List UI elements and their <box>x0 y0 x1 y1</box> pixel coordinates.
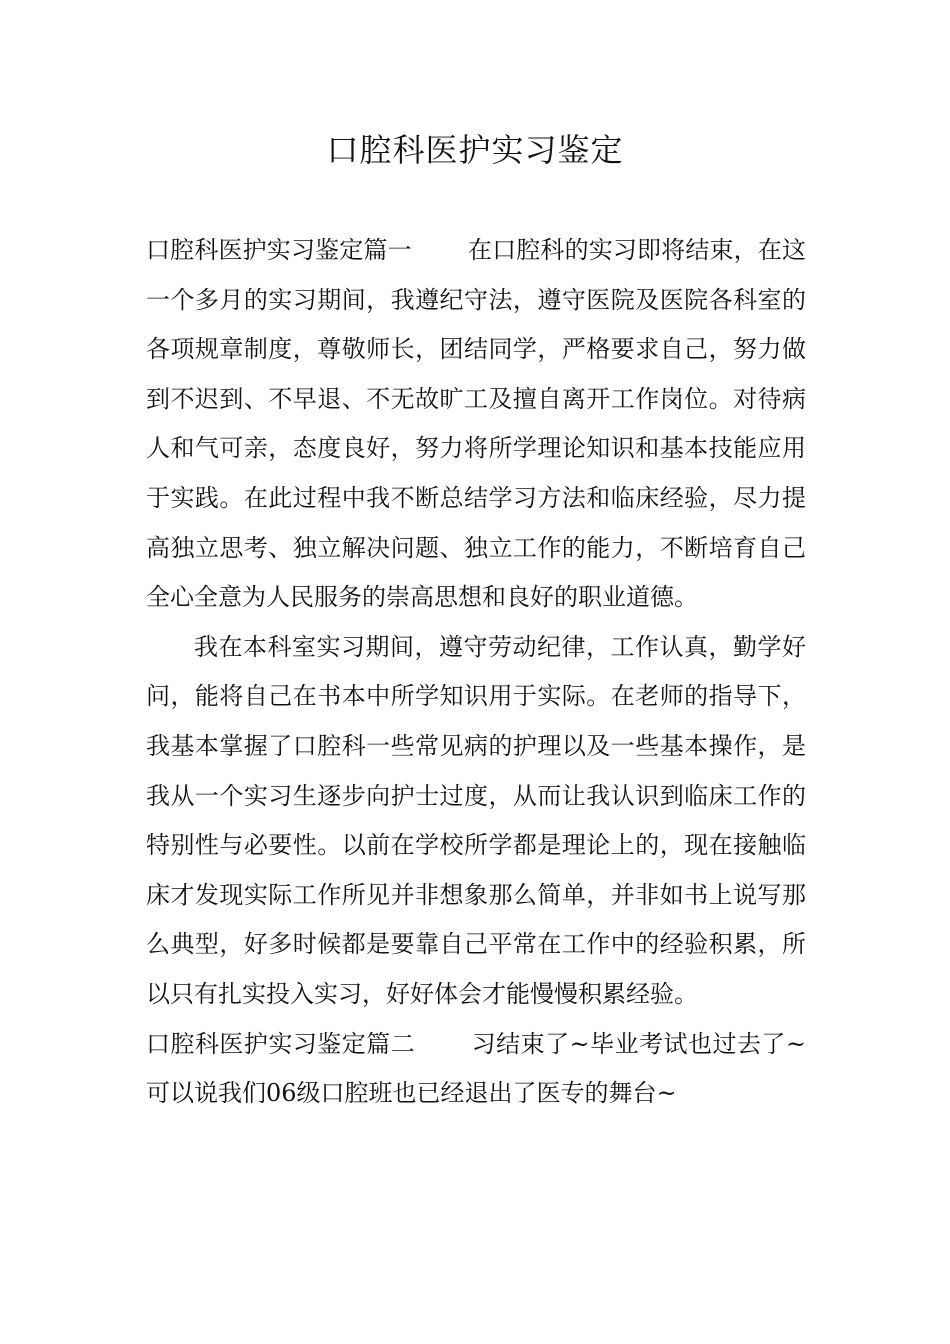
section-heading-2: 口腔科医护实习鉴定篇二 <box>146 1029 416 1058</box>
section-text-3: 习结束了~毕业考试也过去了~可以说我们06级口腔班也已经退出了医专的舞台~ <box>146 1029 807 1108</box>
section-text-1: 在口腔科的实习即将结束，在这一个多月的实习期间，我遵纪守法，遵守医院及医院各科室的各项规章制度，尊敬师长，团结同学，严格要求自己，努力做到不迟到、不早退、不无故旷工及擅自离开工作岗位。对待病人和气可亲，态度良好，努力将所学理论知识和基本技能应用于实践。在此过程中我不断总结学习方法和临床经验，尽力提高独立思考、独立解决问题、独立工作的能力，不断培育自己全心全意为人民服务的崇高思想和良好的职业道德。 <box>146 236 807 612</box>
paragraph-section-1b <box>146 623 806 1020</box>
document-body <box>146 226 806 1119</box>
document-title: 口腔科医护实习鉴定 <box>326 131 624 169</box>
paragraph-section-1 <box>146 226 806 623</box>
paragraph-section-2 <box>146 1020 806 1119</box>
section-heading-1: 口腔科医护实习鉴定篇一 <box>146 236 412 264</box>
section-text-2: 我在本科室实习期间，遵守劳动纪律，工作认真，勤学好问，能将自己在书本中所学知识用于实际。在老师的指导下，我基本掌握了口腔科一些常见病的护理以及一些基本操作，是我从一个实习生逐步向护士过度，从而让我认识到临床工作的特别性与必要性。以前在学校所学都是理论上的，现在接触临床才发现实际工作所见并非想象那么简单，并非如书上说写那么典型，好多时候都是要靠自己平常在工作中的经验积累，所以只有扎实投入实习，好好体会才能慢慢积累经验。 <box>146 632 806 1008</box>
